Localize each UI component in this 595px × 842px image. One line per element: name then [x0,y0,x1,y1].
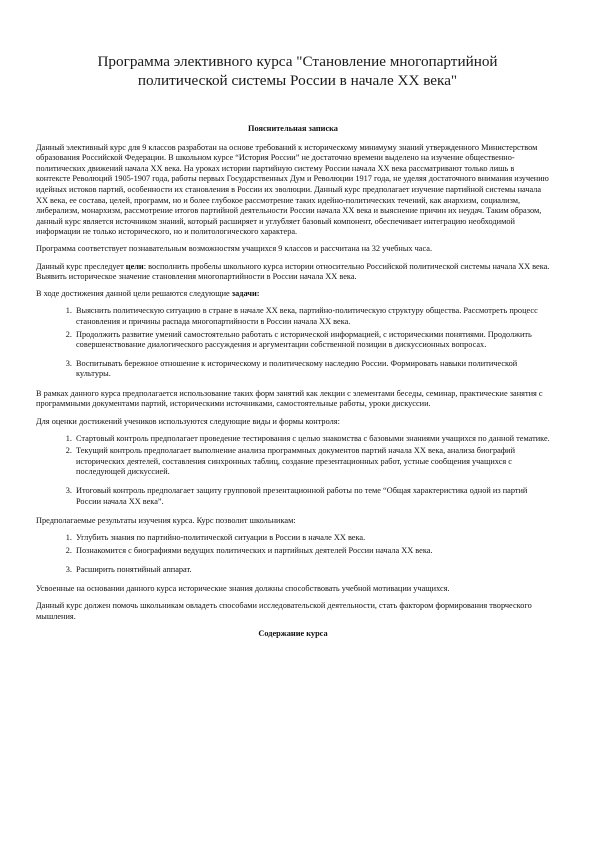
list-item: 2. Текущий контроль предполагает выполнение анализа программных документов партий начала ХХ века, анализа биографий исторических деятелей, составления синхронных таблиц, создание презентационных работ, устные сообщения учащихся с последующей дискуссией. [74,446,550,478]
forms-paragraph: В рамках данного курса предполагается использование таких форм занятий как лекции с элементами беседы, семинар, практические занятия с программными документами партий, историческими источниками, самостоятельные работы, уроки дискуссии. [36,388,543,409]
goal-text: : восполнить пробелы школьного курса истории относительно Российской политической системы начала ХХ века. Выявить историческое значение становления многопартийности в России начала ХХ века. [36,261,550,282]
title-line-1: Программа элективного курса "Становление многопартийной [97,53,498,70]
list-item: 2. Познакомится с биографиями ведущих политических и партийных деятелей России начала ХХ века. [74,546,550,557]
goal-bold: цели [125,261,144,271]
document-title [60,52,535,90]
controls-list [36,434,550,508]
tasks-intro [36,289,550,300]
hours-paragraph: Программа соответствует познавательным возможностям учащихся 9 классов и рассчитана на 32 учебных часа. [36,244,433,254]
goal-paragraph [36,262,550,283]
tasks-list [36,306,550,380]
section-heading-course-content: Содержание курса [258,628,328,638]
motivation-paragraph: Усвоенные на основании данного курса исторические знания должны способствовать учебной мотивации учащихся. [36,584,450,594]
list-item: 3. Воспитывать бережное отношение к историческому и политическому наследию России. Формировать навыки политической культуры. [74,359,550,380]
document-body [36,124,550,639]
results-list [36,533,550,575]
list-item: 1. Углубить знания по партийно-политической ситуации в России в начале ХХ века. [74,533,550,544]
goal-prefix: Данный курс преследует [36,261,126,271]
list-item: 3. Итоговый контроль предполагает защиту групповой презентационной работы по теме “Общая характеристика одной из партий России начала ХХ века”. [74,486,550,507]
tasks-prefix: В ходе достижения данной цели решаются следующие [36,289,232,299]
list-item: 2. Продолжить развитие умений самостоятельно работать с исторической информацией, с историческими понятиями. Продолжить совершенствование диалогического рассуждения и аргументации собственной позиции в дискуссионных вопросах. [74,330,550,351]
intro-paragraph: Данный элективный курс для 9 классов разработан на основе требований к историческому минимуму знаний утвержденного Министерством образования Российской Федерации. В школьном курсе “История России” не достаточно времени выделено на изучение общественно-политических движений начала ХХ века. На уроках истории партийную систему России начала ХХ века рассматривают только лишь в контексте Революций 1905-1907 года, работы первых Государственных Дум и Революции 1917 года, не уделяя достаточного внимания изучению идейных истоков партий, особенности их становления в России их эволюции. Данный курс предполагает изучение партийной системы начала ХХ века, ее состава, целей, программ, но и более глубокое рассмотрение таких идейно-политических течений, как анархизм, социализм, либерализм, монархизм, рассмотрение итогов партийной деятельности России начала ХХ века и выяснение причин их неудач. Таким образом, данный курс является источником знаний, который расширяет и углубляет базовый компонент, обеспечивает интеграцию необходимой информации не только исторического, но и политологического характера. [36,142,549,237]
section-heading-explanatory-note: Пояснительная записка [248,124,338,133]
skills-paragraph: Данный курс должен помочь школьникам овладеть способами исследовательской деятельности, стать фактором формирования творческого мышления. [36,601,532,621]
list-item: 3. Расширить понятийный аппарат. [74,565,550,576]
control-intro: Для оценки достижений учеников используются следующие виды и формы контроля: [36,416,340,426]
tasks-bold: задачи: [231,289,260,299]
list-item: 1. Выяснить политическую ситуацию в стране в начале ХХ века, партийно-политическую структуру общества. Рассмотреть процесс становления и причины распада многопартийности в России начала ХХ века. [74,306,550,327]
list-item: 1. Стартовый контроль предполагает проведение тестирования с целью знакомства с базовыми знаниями учащихся по данной тематике. [74,434,550,445]
title-line-2: политической системы России в начале ХХ века" [137,72,458,89]
results-intro: Предполагаемые результаты изучения курса. Курс позволит школьникам: [36,516,296,526]
